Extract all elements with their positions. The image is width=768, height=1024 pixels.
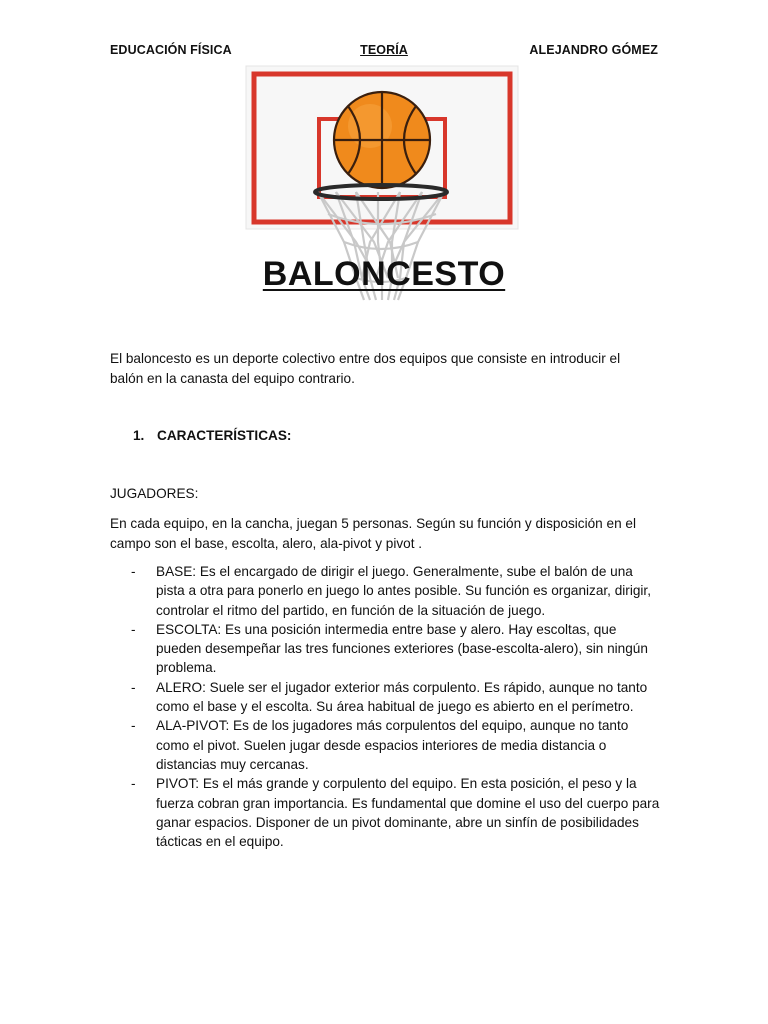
header-subject: EDUCACIÓN FÍSICA bbox=[110, 43, 232, 57]
header-section: TEORÍA bbox=[360, 43, 408, 57]
role-text: ALA-PIVOT: Es de los jugadores más corpulentos del equipo, aunque no tanto como el pivot. Suelen jugar desde espacios interiores de media distancia o distancias muy cercanas. bbox=[156, 718, 629, 772]
section-heading bbox=[133, 428, 291, 443]
section-number: 1. bbox=[133, 428, 145, 443]
list-dash: - bbox=[131, 621, 136, 637]
players-heading: JUGADORES: bbox=[110, 486, 199, 501]
role-text: ESCOLTA: Es una posición intermedia entre base y alero. Hay escoltas, que pueden desempeñar las tres funciones exteriores (base-escolta-alero), sin ningún problema. bbox=[156, 621, 648, 676]
intro-paragraph: El baloncesto es un deporte colectivo entre dos equipos que consiste en introducir el balón en la canasta del equipo contrario. bbox=[110, 351, 621, 386]
list-item bbox=[131, 678, 661, 717]
list-dash: - bbox=[131, 564, 136, 579]
players-paragraph: En cada equipo, en la cancha, juegan 5 personas. Según su función y disposición en el campo son el base, escolta, alero, ala-pivot y pivot . bbox=[110, 516, 636, 551]
roles-list bbox=[131, 562, 661, 851]
list-item bbox=[131, 716, 661, 774]
role-text: ALERO: Suele ser el jugador exterior más corpulento. Es rápido, aunque no tanto como el base y el escolta. Su área habitual de juego es abierto en el perímetro. bbox=[156, 679, 648, 715]
list-dash: - bbox=[131, 679, 136, 695]
role-text: BASE: Es el encargado de dirigir el juego. Generalmente, sube el balón de una pista a otra para ponerlo en juego lo antes posible. Su función es organizar, dirigir, controlar el ritmo del partido, en función de la situación de juego. bbox=[156, 564, 651, 618]
basketball-icon bbox=[334, 92, 430, 188]
role-text: PIVOT: Es el más grande y corpulento del equipo. En esta posición, el peso y la fuerza cobran gran importancia. Es fundamental que domine el uso del cuerpo para ganar espacios. Disponer de un pivot dominante, abre un sinfín de posibilidades tácticas en el equipo. bbox=[156, 776, 660, 850]
list-dash: - bbox=[131, 718, 136, 734]
page-title: BALONCESTO bbox=[262, 255, 506, 293]
list-item bbox=[131, 774, 661, 851]
section-label: CARACTERÍSTICAS: bbox=[157, 428, 292, 443]
list-item bbox=[131, 562, 661, 620]
header-author: ALEJANDRO GÓMEZ bbox=[529, 43, 658, 57]
list-dash: - bbox=[131, 776, 136, 792]
list-item bbox=[131, 620, 661, 678]
